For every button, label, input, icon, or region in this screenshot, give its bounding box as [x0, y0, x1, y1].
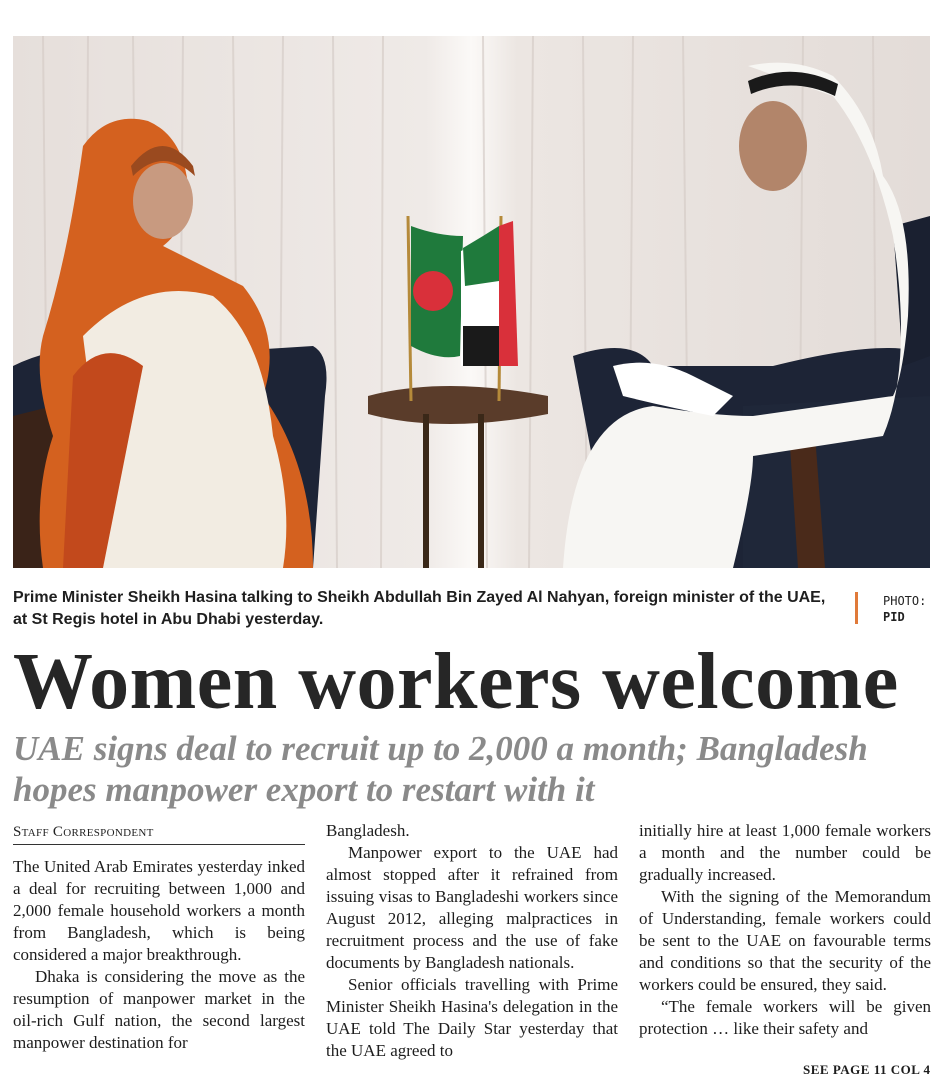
article-column-2	[326, 820, 618, 1062]
credit-divider	[855, 592, 858, 624]
paragraph: “The female workers will be given protection … like their safety and	[639, 997, 931, 1038]
paragraph: The United Arab Emirates yesterday inked a deal for recruiting between 1,000 and 2,000 female household workers a month from Bangladesh, which is being considered a major breakthrough.	[13, 857, 305, 964]
paragraph: With the signing of the Memorandum of Understanding, female workers could be sent to the UAE on favourable terms and conditions so that the security of the workers could be ensured, they said.	[639, 887, 931, 994]
credit-label: PHOTO:	[883, 594, 927, 608]
meeting-photo-illustration	[13, 36, 930, 568]
byline: Staff Correspondent	[13, 822, 305, 845]
subheadline: UAE signs deal to recruit up to 2,000 a month; Bangladesh hopes manpower export to restart with it	[13, 729, 868, 809]
paragraph: Manpower export to the UAE had almost stopped after it refrained from issuing visas to Bangladeshi workers since August 2012, alleging malpractices in recruitment process and the use of fake documents by Bangladesh nationals.	[326, 843, 618, 972]
photo-caption: Prime Minister Sheikh Hasina talking to Sheikh Abdullah Bin Zayed Al Nahyan, foreign minister of the UAE, at St Regis hotel in Abu Dhabi yesterday.	[13, 589, 826, 628]
article-column-1	[13, 856, 305, 1054]
news-photo	[13, 36, 930, 568]
headline: Women workers welcome	[13, 638, 899, 726]
article-column-3	[639, 820, 931, 1040]
continuation-link[interactable]: SEE PAGE 11 COL 4	[803, 1062, 931, 1077]
paragraph: initially hire at least 1,000 female workers a month and the number could be gradually increased.	[639, 821, 931, 884]
paragraph: Dhaka is considering the move as the resumption of manpower market in the oil-rich Gulf nation, the second largest manpower destination for	[13, 967, 305, 1052]
credit-source: PID	[883, 610, 905, 624]
photo-credit	[883, 593, 926, 625]
paragraph: Senior officials travelling with Prime Minister Sheikh Hasina's delegation in the UAE told The Daily Star yesterday that the UAE agreed to	[326, 975, 618, 1060]
paragraph: Bangladesh.	[326, 821, 410, 840]
